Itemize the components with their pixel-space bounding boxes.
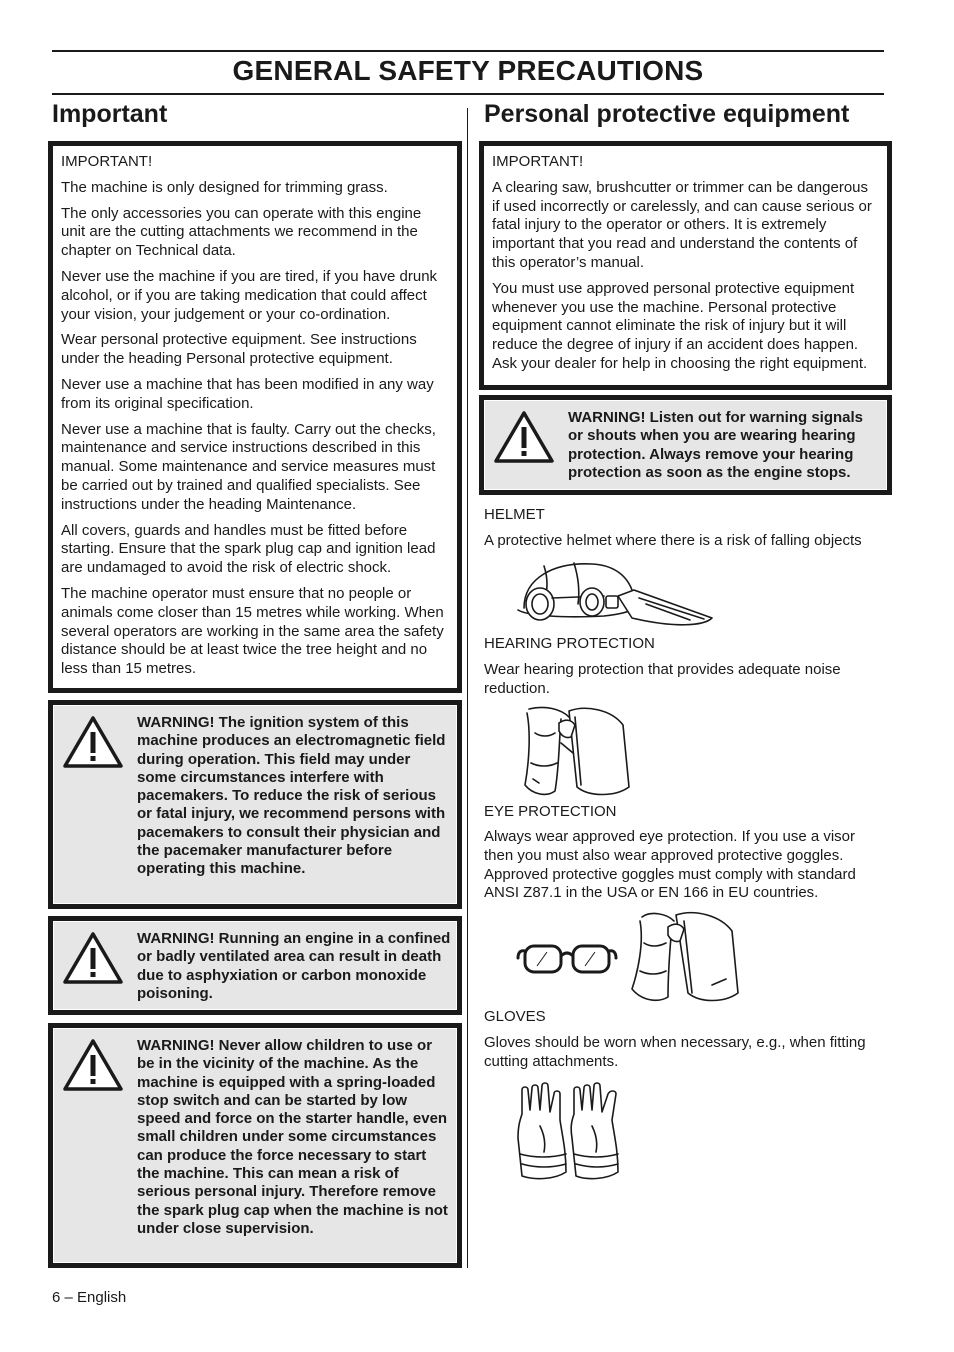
helmet-text: A protective helmet where there is a risk of falling objects <box>484 532 862 549</box>
paragraph: Never use a machine that has been modified in any way from its original specification. <box>61 375 434 412</box>
warning-triangle-icon <box>62 715 124 769</box>
hearing-label: HEARING PROTECTION <box>484 635 655 652</box>
paragraph: You must use approved personal protective equipment whenever you use the machine. Personal protective equipment cannot eliminate the risk of injury but it will reduce the degree of injury if an accident does happen. Ask your dealer for help in choosing the right equipment. <box>492 279 868 372</box>
warning-triangle-icon <box>62 931 124 985</box>
warning-text: WARNING! Never allow children to use or be in the vicinity of the machine. As the machine is equipped with a spring-loaded stop switch and can be started by low speed and force on the starter handle, even small children under some circumstances can produce the force necessary to start the machine. This can mean a risk of serious personal injury. Therefore remove the spark plug cap when the machine is not under close supervision. <box>137 1037 448 1237</box>
eye-text: Always wear approved eye protection. If you use a visor then you must also wear approved protective goggles. Approved protective goggles must comply with standard ANSI Z87.1 in the USA or EN 166 in EU countries. <box>484 828 856 902</box>
warning-triangle-icon <box>493 410 555 464</box>
paragraph: A clearing saw, brushcutter or trimmer can be dangerous if used incorrectly or carelessly, and can cause serious or fatal injury to the operator or others. It is extremely important that you read and understand the contents of this operator’s manual. <box>492 178 872 271</box>
important-box <box>48 141 462 693</box>
paragraph: The machine operator must ensure that no people or animals come closer than 15 metres while working. When several operators are working in the same area the safety distance should be at least twice the tree height and no less than 15 metres. <box>61 584 444 678</box>
paragraph: The only accessories you can operate with this engine unit are the cutting attachments we recommend in the chapter on Technical data. <box>61 204 422 260</box>
page-title: GENERAL SAFETY PRECAUTIONS <box>232 55 704 86</box>
gloves-text: Gloves should be worn when necessary, e.g., when fitting cutting attachments. <box>484 1034 866 1070</box>
paragraph: Never use a machine that is faulty. Carry out the checks, maintenance and service instructions described in this manual. Some maintenance and service measures must be carried out by trained and qualified specialists. See instructions under the heading Maintenance. <box>61 420 436 513</box>
important-label: IMPORTANT! <box>61 153 153 170</box>
warning-box-ventilation <box>48 916 462 1015</box>
gloves-label: GLOVES <box>484 1008 546 1025</box>
paragraph: Never use the machine if you are tired, if you have drunk alcohol, or if you are taking medication that could affect your vision, your judgement or your co-ordination. <box>61 267 438 323</box>
ppe-important-box <box>479 141 892 390</box>
ppe-heading: Personal protective equipment <box>484 100 850 128</box>
warning-box-children <box>48 1023 462 1268</box>
paragraph: The machine is only designed for trimming grass. <box>61 178 388 196</box>
title-rule-bottom <box>52 93 884 95</box>
eye-label: EYE PROTECTION <box>484 803 617 820</box>
important-label: IMPORTANT! <box>492 153 584 170</box>
warning-box-hearing <box>479 395 892 495</box>
hearing-protection-illustration <box>515 703 631 799</box>
helmet-illustration <box>514 556 716 630</box>
hearing-text: Wear hearing protection that provides adequate noise reduction. <box>484 661 841 697</box>
warning-triangle-icon <box>62 1038 124 1092</box>
warning-box-pacemaker <box>48 700 462 909</box>
page-footer: 6 – English <box>52 1289 127 1306</box>
important-heading: Important <box>52 100 168 128</box>
visor-illustration <box>628 909 740 1005</box>
paragraph: Wear personal protective equipment. See instructions under the heading Personal protective equipment. <box>61 331 417 368</box>
title-rule-top <box>52 50 884 52</box>
warning-text: WARNING! Running an engine in a confined or badly ventilated area can result in death due to asphyxiation or carbon monoxide poisoning. <box>137 930 451 1002</box>
warning-text: WARNING! The ignition system of this machine produces an electromagnetic field during operation. This field may under some circumstances interfere with pacemakers. To reduce the risk of serious or fatal injury, we recommend persons with pacemakers to consult their physician and the pacemaker manufacturer before operating this machine. <box>137 714 446 878</box>
warning-text: WARNING! Listen out for warning signals or shouts when you are wearing hearing protection. Always remove your hearing protection as soon as the engine stops. <box>568 409 864 481</box>
helmet-label: HELMET <box>484 506 545 523</box>
goggles-illustration <box>515 938 619 978</box>
gloves-illustration <box>514 1080 624 1184</box>
column-divider <box>467 108 468 1268</box>
paragraph: All covers, guards and handles must be fitted before starting. Ensure that the spark plug cap and ignition lead are undamaged to avoid the risk of electric shock. <box>61 521 436 577</box>
